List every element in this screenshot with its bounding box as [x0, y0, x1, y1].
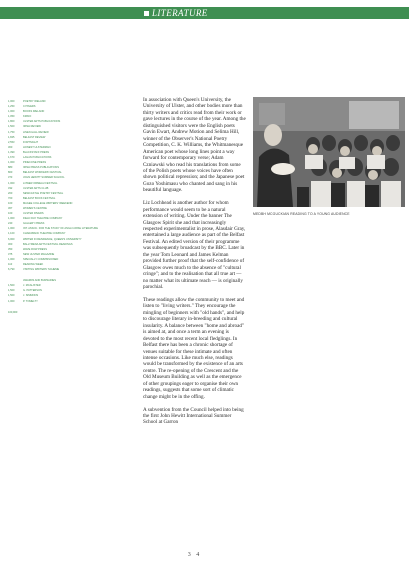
body-paragraph: In association with Queen's University, the University of Ulster, and other bodies more than thirty writers and critics read from their work or gave lectures in the course of the year. Among the distinguished visitors were the English poets Gavin Ewart, Andrew Motion and Selima Hill, winner of the Observer's National Poetry Competition, C. K. Williams, the Whitmanesque American poet whose long lines point a way forward for contemporary verse; Adam Czniawski who read his translations from some of the Polish poets whose voices have often shown political repression; and the Japanese poet Gozo Yoshimasu who chanted and sang in his beautiful language. — [143, 97, 246, 194]
ledger-amount: 1,390 — [8, 150, 15, 154]
ledger-amount: 100,900 — [8, 310, 18, 314]
body-paragraph: These readings allow the community to meet and listen to "living writers." They encourage the mingling of beginners with "old hands", and help to discourage literary in-breeding and cultural insularity. A balance between "home and abroad" is aimed at, and once a term an evening is devoted to the most recent local fledglings. In Belfast there has been a chronic shortage of venues suitable for these intimate and often intense occasions. Like much else, readings would be transformed by the existence of an arts centre. The re-opening of the Crescent and the Old Museum Building as well as the emergence of other groupings eager to organise their own readings, suggests that some sort of climatic change might be in the offing. — [143, 296, 245, 400]
section-title — [144, 7, 208, 19]
ledger-amount: 100 — [8, 212, 13, 216]
ledger-amount: 800 — [8, 171, 13, 175]
ledger-amount: 332 — [8, 186, 13, 190]
ledger-amount: 100 — [8, 201, 13, 205]
ledger-row — [8, 310, 116, 315]
ledger-name: FORTNIGHT — [23, 140, 39, 144]
ledger-name: INT. ASSOC. FOR THE STUDY OF ANGLO-IRISH LITERATURE — [23, 227, 98, 231]
ledger-name: CHARABANC THEATRE COMPANY — [23, 232, 66, 236]
ledger-amount: 1,000 — [8, 299, 15, 303]
ledger-amount: 375 — [8, 252, 13, 256]
section-title-text: LITERATURE — [152, 8, 208, 18]
ledger-name: BOOKS IRELAND — [23, 110, 45, 114]
ledger-name: LOWER ORMEAU FESTIVAL — [23, 181, 58, 185]
grants-ledger — [8, 99, 116, 315]
ledger-amount: 1,000 — [8, 110, 15, 114]
ledger-amount: 200 — [8, 191, 13, 195]
ledger-name: BALLYMENA ARTS FESTIVAL READINGS — [23, 242, 73, 246]
ledger-row — [8, 299, 116, 304]
ledger-amount: 1,000 — [8, 257, 15, 261]
ledger-amount: 700 — [8, 196, 13, 200]
ledger-amount: 1,800 — [8, 120, 15, 124]
photo-caption: MEDBH MCGUCKIAN READING TO A YOUNG AUDIENCE — [253, 212, 350, 216]
ledger-row — [8, 267, 116, 272]
ledger-amount: 1,000 — [8, 161, 15, 165]
ledger-amount: 1,000 — [8, 181, 15, 185]
ledger-amount: 1,250 — [8, 105, 15, 109]
ledger-name: LINEN HALL REVIEW — [23, 130, 49, 134]
ledger-name: FIELD DAY THEATRE COMPANY — [23, 217, 63, 221]
ledger-amount: 110 — [8, 263, 13, 266]
ledger-name: WOMEN'S CENTRE — [23, 206, 47, 210]
ledger-name: PINECONE PRESS — [23, 161, 47, 165]
page-number-text: 3 4 — [187, 552, 202, 558]
ledger-amount: 350 — [8, 247, 13, 251]
ledger-name: IRISH PRESS PUBLICATIONS — [23, 166, 59, 170]
ledger-name: KRINO — [23, 115, 32, 119]
ledger-name: VISITING WRITERS' SCHEME — [23, 268, 60, 272]
ledger-amount: 1,000 — [8, 217, 15, 221]
ledger-name: POETRY IRELAND — [23, 100, 46, 103]
ledger-amount: 300 — [8, 145, 13, 149]
ledger-name: SPECIALLY COMMISSIONED — [23, 257, 59, 261]
ledger-name: ULSTER ARTS PUBLICATIONS — [23, 120, 61, 124]
ledger-name: J. MCALISTER — [23, 284, 41, 288]
ledger-name: J. SIMMONS — [23, 294, 39, 298]
ledger-amount: 300 — [8, 242, 13, 246]
body-paragraph: Liz Lochhead is another author for whom performance would seem to be a natural extension of writing. Under the banner The Glasgow Spirit she and that increasingly respected experimentalist in prose, Alasdair Gray, entertained a large audience as part of the Belfast Festival. An edited version of their programme was subsequently broadcast by the BBC. Later in the year Tom Leonard and James Kelman provided further proof that the self-confidence of Glasgow owes much to the absence of "cultural cringe"; and to the realisation that all true art — no matter what its ultimate reach — is originally parochial. — [143, 200, 246, 291]
ledger-name: JOHN HEWITT SUMMER SCHOOL — [23, 176, 65, 180]
ledger-name: HONEST ULSTERMAN — [23, 145, 51, 149]
ledger-name: LAGAN PUBLICATIONS — [23, 156, 52, 160]
ledger-name: BLACKSTAFF PRESS — [23, 150, 50, 154]
ledger-name: IRISH REVIEW — [23, 125, 41, 129]
ledger-name: BELFAST WORKERS' FESTIVAL — [23, 171, 62, 175]
ledger-name: READING WEEK — [23, 263, 44, 266]
ledger-name: BELFAST REVIEW — [23, 135, 46, 139]
ledger-amount: 373 — [8, 176, 13, 180]
ledger-amount: 1,000 — [8, 227, 15, 231]
ledger-amount: 1,825 — [8, 135, 15, 139]
ledger-name: CYPHERS — [23, 105, 36, 109]
ledger-amount: 240 — [8, 222, 13, 226]
ledger-amount: 6,000 — [8, 237, 15, 241]
ledger-name: GALLERY PRESS — [23, 222, 45, 226]
ledger-amount: 1,000 — [8, 100, 15, 103]
section-header-bar — [0, 7, 409, 19]
ledger-name: AWARDS AND BURSARIES — [23, 279, 56, 283]
page-number — [0, 552, 409, 558]
ledger-amount: 1,100 — [8, 232, 15, 236]
square-bullet-icon — [144, 11, 149, 16]
reading-photo — [253, 97, 405, 207]
ledger-name: NEWCASTLE POETRY FESTIVAL — [23, 191, 64, 195]
ledger-name: NEW ULSTER MAGAZINE — [23, 252, 55, 256]
ledger-name — [23, 310, 116, 315]
body-paragraph: A subvention from the Council helped into being the first John Hewitt International Summer School at Garron — [143, 406, 244, 426]
ledger-amount: 1,750 — [8, 130, 15, 134]
ledger-amount: 1,500 — [8, 284, 15, 288]
ledger-amount: 6,790 — [8, 268, 15, 272]
ledger-name: WAVE ROW PRESS — [23, 247, 47, 251]
audience-photo-illustration — [253, 97, 405, 207]
ledger-name: MAGEE COLLEGE WRITERS' WEEKEND — [23, 201, 73, 205]
ledger-amount: 1,500 — [8, 294, 15, 298]
ledger-amount: 1,500 — [8, 125, 15, 129]
article-body — [143, 97, 246, 432]
ledger-amount: 880 — [8, 166, 13, 170]
ledger-amount: 1,500 — [8, 289, 15, 293]
ledger-name: BELFAST BOOK FESTIVAL — [23, 196, 56, 200]
ledger-name: G. PATTERSON — [23, 289, 42, 293]
ledger-amount: 1,050 — [8, 115, 15, 119]
ledger-name: WRITER IN RESIDENCE, QUEEN'S UNIVERSITY — [23, 237, 82, 241]
ledger-amount: 367 — [8, 206, 13, 210]
ledger-amount: 2,553 — [8, 140, 15, 144]
ledger-amount: 1,670 — [8, 156, 15, 160]
ledger-name: P. TOMELTY — [23, 299, 38, 303]
ledger-name: ULSTER RIVERS — [23, 212, 44, 216]
ledger-name: ULSTER ARTS CLUB — [23, 186, 49, 190]
